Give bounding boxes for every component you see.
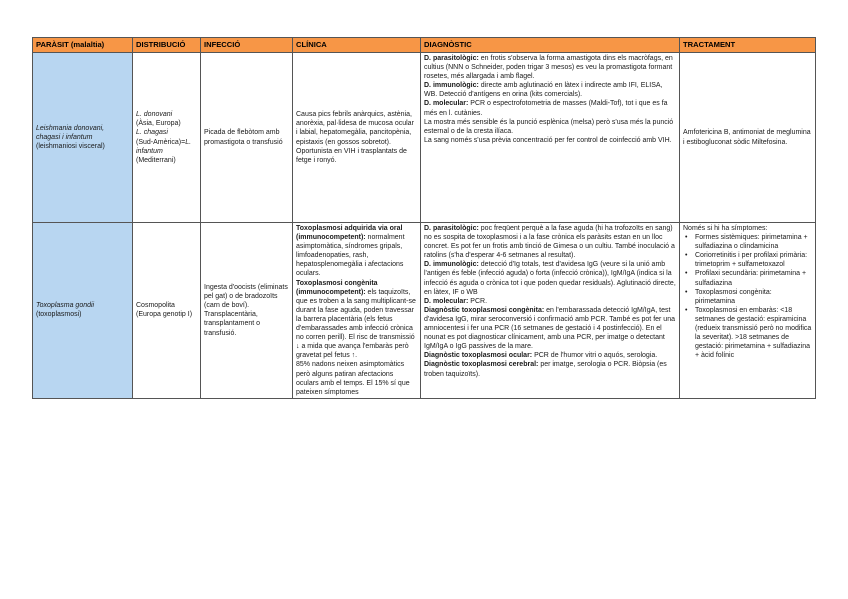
toxo-clinica-text: normalment asimptomàtica, síndromes gripals, limfoadenopaties, rash, hepatosplenomegàlia i afectacions oculars. <box>296 234 405 278</box>
cell-toxo-distribucio <box>133 223 201 399</box>
cell-leish-clinica <box>293 53 421 223</box>
toxo-diagnostic-paragraph <box>424 224 676 260</box>
leish-diagnostic-text: La sang només s'usa prèvia concentració per fer control de coinfecció amb VIH. <box>424 136 672 144</box>
toxo-distribucio-text: Cosmopolita (Europa genotip I) <box>136 302 193 319</box>
leish-diagnostic-text: PCR o espectrofotometria de masses (Maldi-Tof), tot i que es fa més en l. cutànies. <box>424 100 668 117</box>
cell-leish-tractament <box>680 53 816 223</box>
leish-diagnostic-paragraph <box>424 118 676 136</box>
leish-parasit-name: Leishmania donovani, chagasi i infantum <box>36 124 105 141</box>
parasites-table <box>32 37 816 399</box>
leish-diagnostic-list <box>424 54 676 145</box>
toxo-diagnostic-label: D. parasitològic: <box>424 225 479 232</box>
toxo-tractament-item: • Profilaxi secundària: pirimetamina + sulfadiazina <box>683 269 812 287</box>
cell-leish-parasit <box>33 53 133 223</box>
toxo-diagnostic-paragraph <box>424 260 676 296</box>
cell-leish-infeccio <box>201 53 293 223</box>
header-diagnostic: DIAGNÒSTIC <box>421 38 680 53</box>
leish-distribucio-line: L. donovani <box>136 111 173 119</box>
toxo-diagnostic-label: Diagnòstic toxoplasmosi cerebral: <box>424 361 539 369</box>
leish-distribucio-line: (Sud-Amèrica)= <box>136 138 186 146</box>
toxo-clinica-paragraph <box>296 279 417 361</box>
toxo-parasit-disease: (toxoplasmosi) <box>36 311 82 319</box>
toxo-tractament-item: • Toxoplasmosi en embaràs: <18 setmanes de gestació: espiramicina (redueix transmissió però no modifica la severitat). >18 setmanes de gestació: pirimetamina + sulfadiazina + àcid folínic <box>683 306 812 361</box>
toxo-diagnostic-paragraph <box>424 351 676 360</box>
toxo-diagnostic-text: en l'embarassada detecció IgM/IgA, test d'avidesa IgG, mirar seroconversió i confirmació amb PCR. També es pot fer una amniocentesi i fer una PCR (16 setmanes de gestació i 4 postinfecció). En el nounat es pot diagnosticar clínicament, amb una PCR, per imatge o detectant IgM/IgA o IgG passives de la mare. <box>424 306 675 351</box>
toxo-diagnostic-text: detecció d'Ig totals, test d'avidesa IgG (veure si la unió amb l'antigen és feble (infecció aguda) o forta (infecció crònica)), IgM/IgA (indica si la infecció és aguda o crònica tot i que poden quedar residuals). Aglutinació directe, en làtex, IF o WB <box>424 261 676 296</box>
leish-diagnostic-label: D. molecular: <box>424 100 469 108</box>
toxo-clinica-paragraph <box>296 360 417 396</box>
toxo-diagnostic-label: Diagnòstic toxoplasmosi ocular: <box>424 352 533 360</box>
header-infeccio: INFECCIÓ <box>201 38 293 53</box>
leish-diagnostic-label: D. parasitològic: <box>424 55 479 62</box>
header-tractament: TRACTAMENT <box>680 38 816 53</box>
cell-toxo-tractament <box>680 223 816 399</box>
toxo-diagnostic-paragraph <box>424 297 676 306</box>
toxo-diagnostic-label: D. molecular: <box>424 297 469 305</box>
toxo-tractament-item: • Toxoplasmosi congènita: pirimetamina <box>683 288 812 306</box>
toxo-clinica-label: Toxoplasmosi congènita (immunocompetent): <box>296 279 378 296</box>
leish-parasit-disease: (leishmaniosi visceral) <box>36 143 105 151</box>
leish-distribucio-line: L. chagasi <box>136 129 168 137</box>
leish-distribucio-list <box>136 110 197 165</box>
toxo-tractament-item: • Coriorretinitis i per profilaxi primària: trimetoprim + sulfametoxazol <box>683 251 812 269</box>
leish-distribucio-line: (Mediterrani) <box>136 156 176 164</box>
leish-tractament-text: Amfotericina B, antimoniat de meglumina i estibogluconat sòdic Miltefosina. <box>683 129 811 146</box>
leish-diagnostic-label: D. immunològic: <box>424 82 479 90</box>
leish-distribucio-line: (Àsia, Europa) <box>136 120 181 128</box>
toxo-tractament-intro: Només si hi ha símptomes: <box>683 225 768 232</box>
leish-diagnostic-text: en frotis s'observa la forma amastigota dins els macròfags, en cultius (NNN o Schneider, poden trigar 3 mesos) es veu la promastigota formant rosetes, més allargada i amb flagel. <box>424 55 673 81</box>
cell-toxo-diagnostic <box>421 223 680 399</box>
leish-infeccio-text: Picada de flebòtom amb promastigota o transfusió <box>204 129 283 146</box>
leish-diagnostic-paragraph <box>424 136 676 145</box>
toxo-infeccio-text: Ingesta d'oocists (eliminats pel gat) o de bradozoïts (carn de boví). Transplacentària, transplantament o transfusió. <box>204 284 288 337</box>
cell-toxo-infeccio <box>201 223 293 399</box>
leish-diagnostic-paragraph <box>424 99 676 117</box>
header-row <box>33 38 816 53</box>
toxo-diagnostic-text: poc freqüent perquè a la fase aguda (hi ha trofozoïts en sang) no es sospita de toxoplasmosi i a la fase crònica els paràsits estan en un lloc concret. Es pot fer un frotis amb tinció de Gimesa o un cultiu. També inoculació a ratolins (s'ha d'esperar 4-6 setmanes al resultat). <box>424 225 675 260</box>
leish-diagnostic-paragraph <box>424 54 676 81</box>
toxo-diagnostic-label: Diagnòstic toxoplasmosi congènita: <box>424 306 545 314</box>
cell-leish-diagnostic <box>421 53 680 223</box>
toxo-clinica-text: els taquizoïts, que es troben a la sang multiplicant-se durant la fase aguda, poden travessar la barrera placentària (els fetus d'embarassades amb infecció crònica no corren perill). El risc de transmissió ↓ a mida que avança l'embaràs però gravetat pel fetus ↑. <box>296 288 416 360</box>
toxo-clinica-text: 85% nadons neixen asimptomàtics però alguns patiran afectacions oculars amb el temps. El 15% sí que pateixen símptomes <box>296 361 410 396</box>
toxo-diagnostic-label: D. immunològic: <box>424 261 479 269</box>
cell-toxo-parasit <box>33 223 133 399</box>
toxo-diagnostic-paragraph <box>424 306 676 351</box>
cell-leish-distribucio <box>133 53 201 223</box>
header-distribucio: DISTRIBUCIÓ <box>133 38 201 53</box>
table-row-toxoplasma <box>33 223 816 399</box>
leish-clinica-p2: Oportunista en VIH i trasplantats de fetge i ronyó. <box>296 147 407 164</box>
leish-clinica-p1: Causa pics febrils anàrquics, astènia, anorèxia, pal·lidesa de mucosa ocular i labial, hepatomegàlia, pancitopènia, epistaxis (en gossos sobretot). <box>296 111 414 146</box>
leish-distribucio-line: L. infantum <box>136 138 192 155</box>
toxo-tractament-item: • Formes sistèmiques: pirimetamina + sulfadiazina o clindamicina <box>683 233 812 251</box>
toxo-clinica-label: Toxoplasmosi adquirida via oral (immunocompetent): <box>296 225 403 242</box>
toxo-clinica-paragraph <box>296 224 417 279</box>
toxo-diagnostic-list <box>424 224 676 379</box>
cell-toxo-clinica <box>293 223 421 399</box>
toxo-diagnostic-text: per imatge, serologia o PCR. Biòpsia (es troben taquizoïts). <box>424 361 667 378</box>
toxo-parasit-name: Toxoplasma gondii <box>36 302 95 310</box>
header-clinica: CLÍNICA <box>293 38 421 53</box>
toxo-clinica-list <box>296 224 417 397</box>
header-parasit: PARÀSIT (malaltia) <box>33 38 133 53</box>
toxo-diagnostic-text: PCR de l'humor vitri o aquós, serologia. <box>532 352 658 360</box>
leish-diagnostic-text: directe amb aglutinació en làtex i indirecte amb IFI, ELISA, WB. Detecció d'antígens en orina (kits comercials). <box>424 82 663 99</box>
toxo-diagnostic-paragraph <box>424 360 676 378</box>
toxo-diagnostic-text: PCR. <box>468 297 488 305</box>
leish-diagnostic-text: La mostra més sensible és la punció esplènica (melsa) però s'usa més la punció esternal o de la cresta ilíaca. <box>424 118 674 135</box>
toxo-tractament-list <box>683 233 812 360</box>
leish-diagnostic-paragraph <box>424 81 676 99</box>
table-row-leishmania <box>33 53 816 223</box>
